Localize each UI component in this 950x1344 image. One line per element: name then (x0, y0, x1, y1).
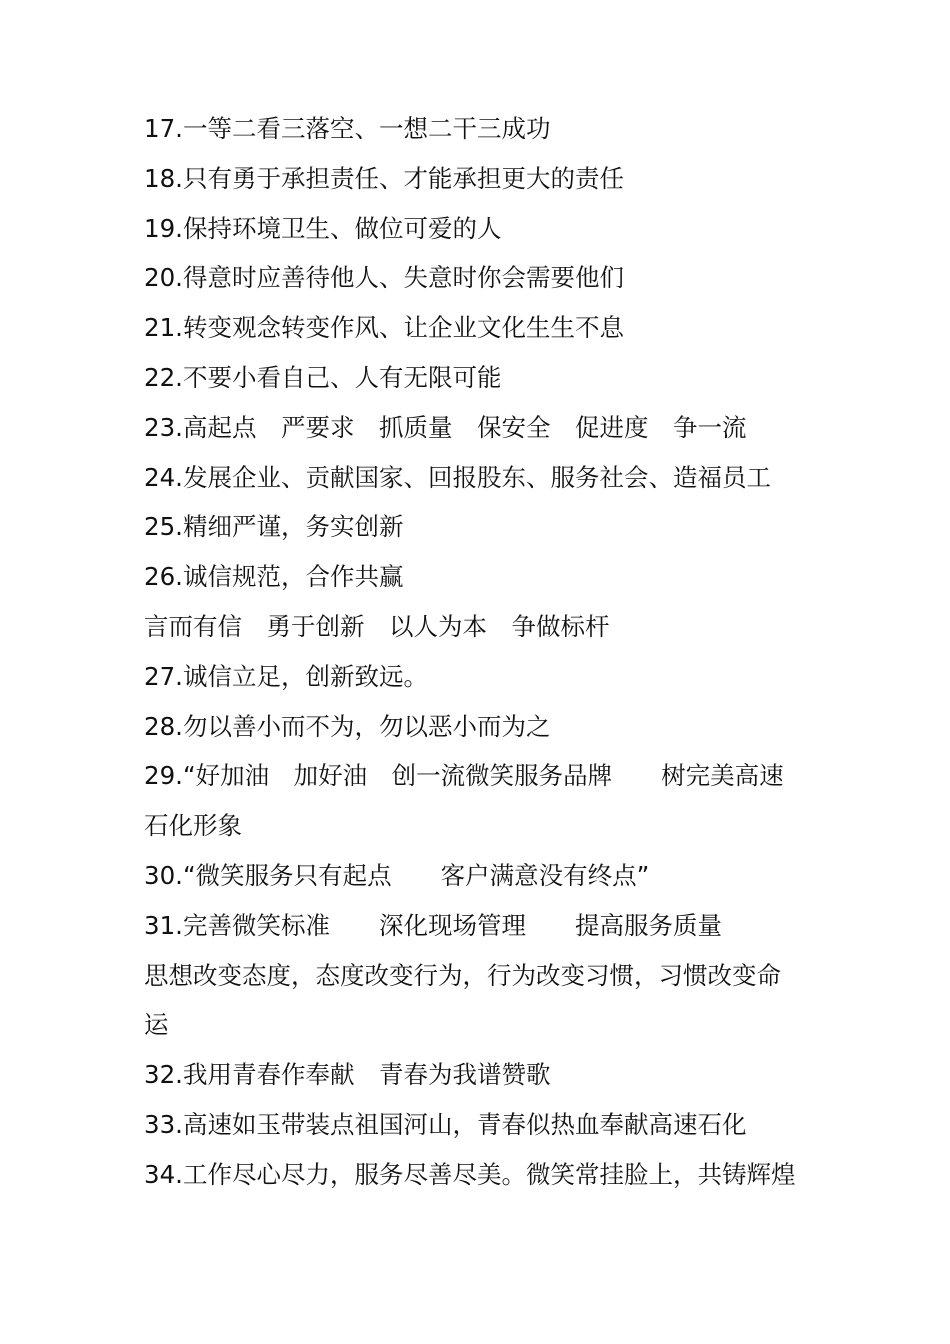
text-line: 21.转变观念转变作风、让企业文化生生不息 (144, 313, 624, 343)
text-line: 28.勿以善小而不为，勿以恶小而为之 (144, 711, 551, 741)
text-line: 20.得意时应善待他人、失意时你会需要他们 (144, 263, 624, 293)
text-line: 思想改变态度，态度改变行为，行为改变习惯，习惯改变命 (144, 960, 781, 990)
text-line: 19.保持环境卫生、做位可爱的人 (144, 213, 502, 243)
text-line: 32.我用青春作奉献 青春为我谱赞歌 (144, 1060, 551, 1090)
text-line: 24.发展企业、贡献国家、回报股东、服务社会、造福员工 (144, 462, 771, 492)
text-line: 23.高起点 严要求 抓质量 保安全 促进度 争一流 (144, 412, 747, 442)
text-line: 言而有信 勇于创新 以人为本 争做标杆 (144, 611, 610, 641)
text-line: 18.只有勇于承担责任、才能承担更大的责任 (144, 163, 624, 193)
text-line: 25.精细严谨，务实创新 (144, 512, 404, 542)
text-line: 33.高速如玉带装点祖国河山，青春似热血奉献高速石化 (144, 1109, 747, 1139)
text-line: 26.诚信规范，合作共赢 (144, 562, 404, 592)
text-line: 31.完善微笑标准 深化现场管理 提高服务质量 (144, 910, 722, 940)
slogan-list (144, 104, 812, 1200)
text-line: 30.“微笑服务只有起点 客户满意没有终点” (144, 860, 650, 890)
text-line: 29.“好加油 加好油 创一流微笑服务品牌 树完美高速 (144, 761, 784, 791)
text-line: 运 (144, 1010, 169, 1040)
text-line: 27.诚信立足，创新致远。 (144, 661, 428, 691)
text-line: 石化形象 (144, 811, 242, 841)
text-line: 22.不要小看自己、人有无限可能 (144, 362, 502, 392)
text-line: 34.工作尽心尽力，服务尽善尽美。微笑常挂脸上，共铸辉煌 (144, 1159, 796, 1189)
text-line: 17.一等二看三落空、一想二干三成功 (144, 114, 551, 143)
